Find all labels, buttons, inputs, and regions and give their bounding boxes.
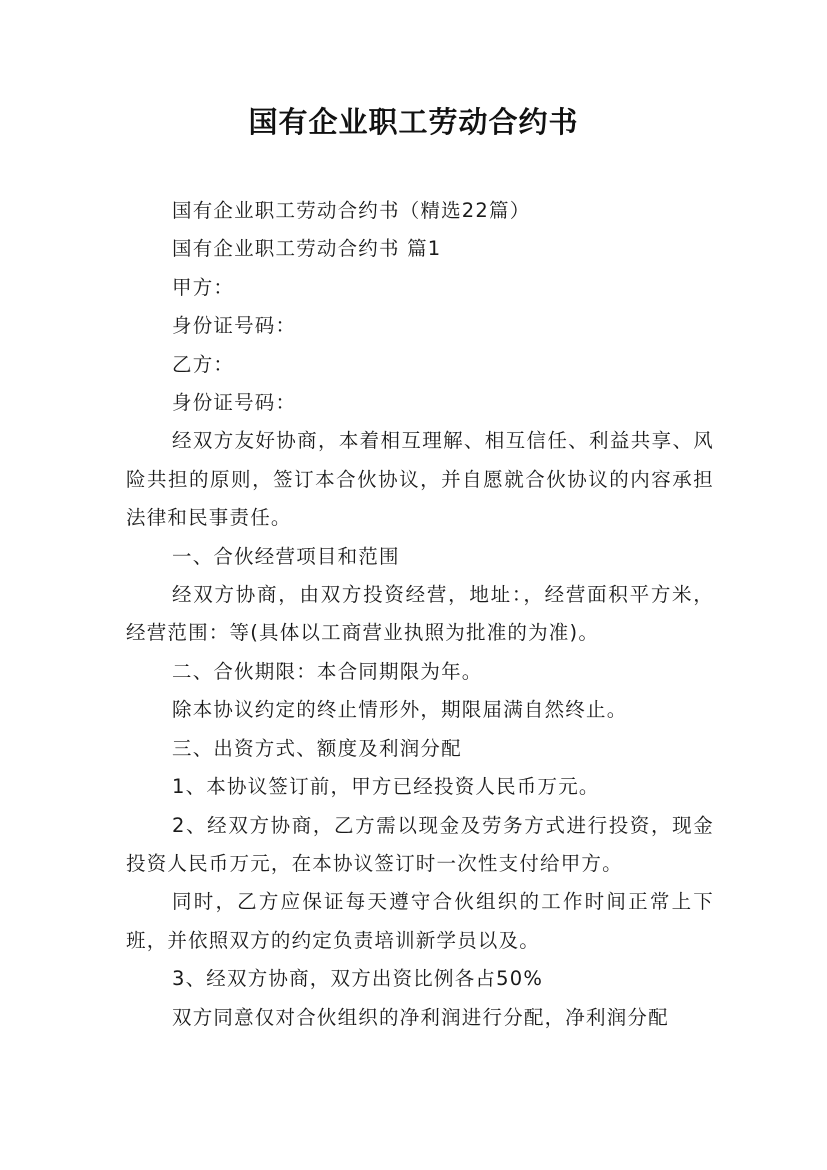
clause-paragraph: 同时，乙方应保证每天遵守合伙组织的工作时间正常上下班，并依照双方的约定负责培训新学员以及。 — [126, 890, 714, 952]
party-a-label: 甲方： — [172, 275, 235, 299]
party-b-label: 乙方： — [172, 352, 235, 376]
document-body — [126, 192, 714, 1037]
clause-heading-2: 二、合伙期限：本合同期限为年。 — [172, 659, 483, 683]
subtitle-paragraph: 国有企业职工劳动合约书（精选22篇） — [172, 199, 531, 222]
document-title: 国有企业职工劳动合约书 — [248, 105, 579, 139]
clause-paragraph: 双方同意仅对合伙组织的净利润进行分配，净利润分配 — [172, 1005, 669, 1029]
clause-item: 1、本协议签订前，甲方已经投资人民币万元。 — [172, 775, 600, 799]
section-heading: 国有企业职工劳动合约书 篇1 — [172, 237, 442, 261]
clause-paragraph: 除本协议约定的终止情形外，期限届满自然终止。 — [172, 698, 628, 722]
clause-item: 2、经双方协商，乙方需以现金及劳务方式进行投资，现金投资人民币万元，在本协议签订时一次性支付给甲方。 — [126, 813, 714, 875]
clause-heading-1: 一、合伙经营项目和范围 — [172, 544, 400, 568]
clause-heading-3: 三、出资方式、额度及利润分配 — [172, 736, 462, 760]
party-a-id-label: 身份证号码： — [172, 314, 297, 338]
clause-item: 3、经双方协商，双方出资比例各占50% — [172, 967, 544, 991]
preamble-paragraph: 经双方友好协商，本着相互理解、相互信任、利益共享、风险共担的原则，签订本合伙协议，并自愿就合伙协议的内容承担法律和民事责任。 — [126, 429, 714, 530]
party-b-id-label: 身份证号码： — [172, 391, 297, 415]
clause-paragraph: 经双方协商，由双方投资经营，地址：，经营面积平方米，经营范围：等(具体以工商营业执照为批准的为准)。 — [126, 583, 714, 645]
